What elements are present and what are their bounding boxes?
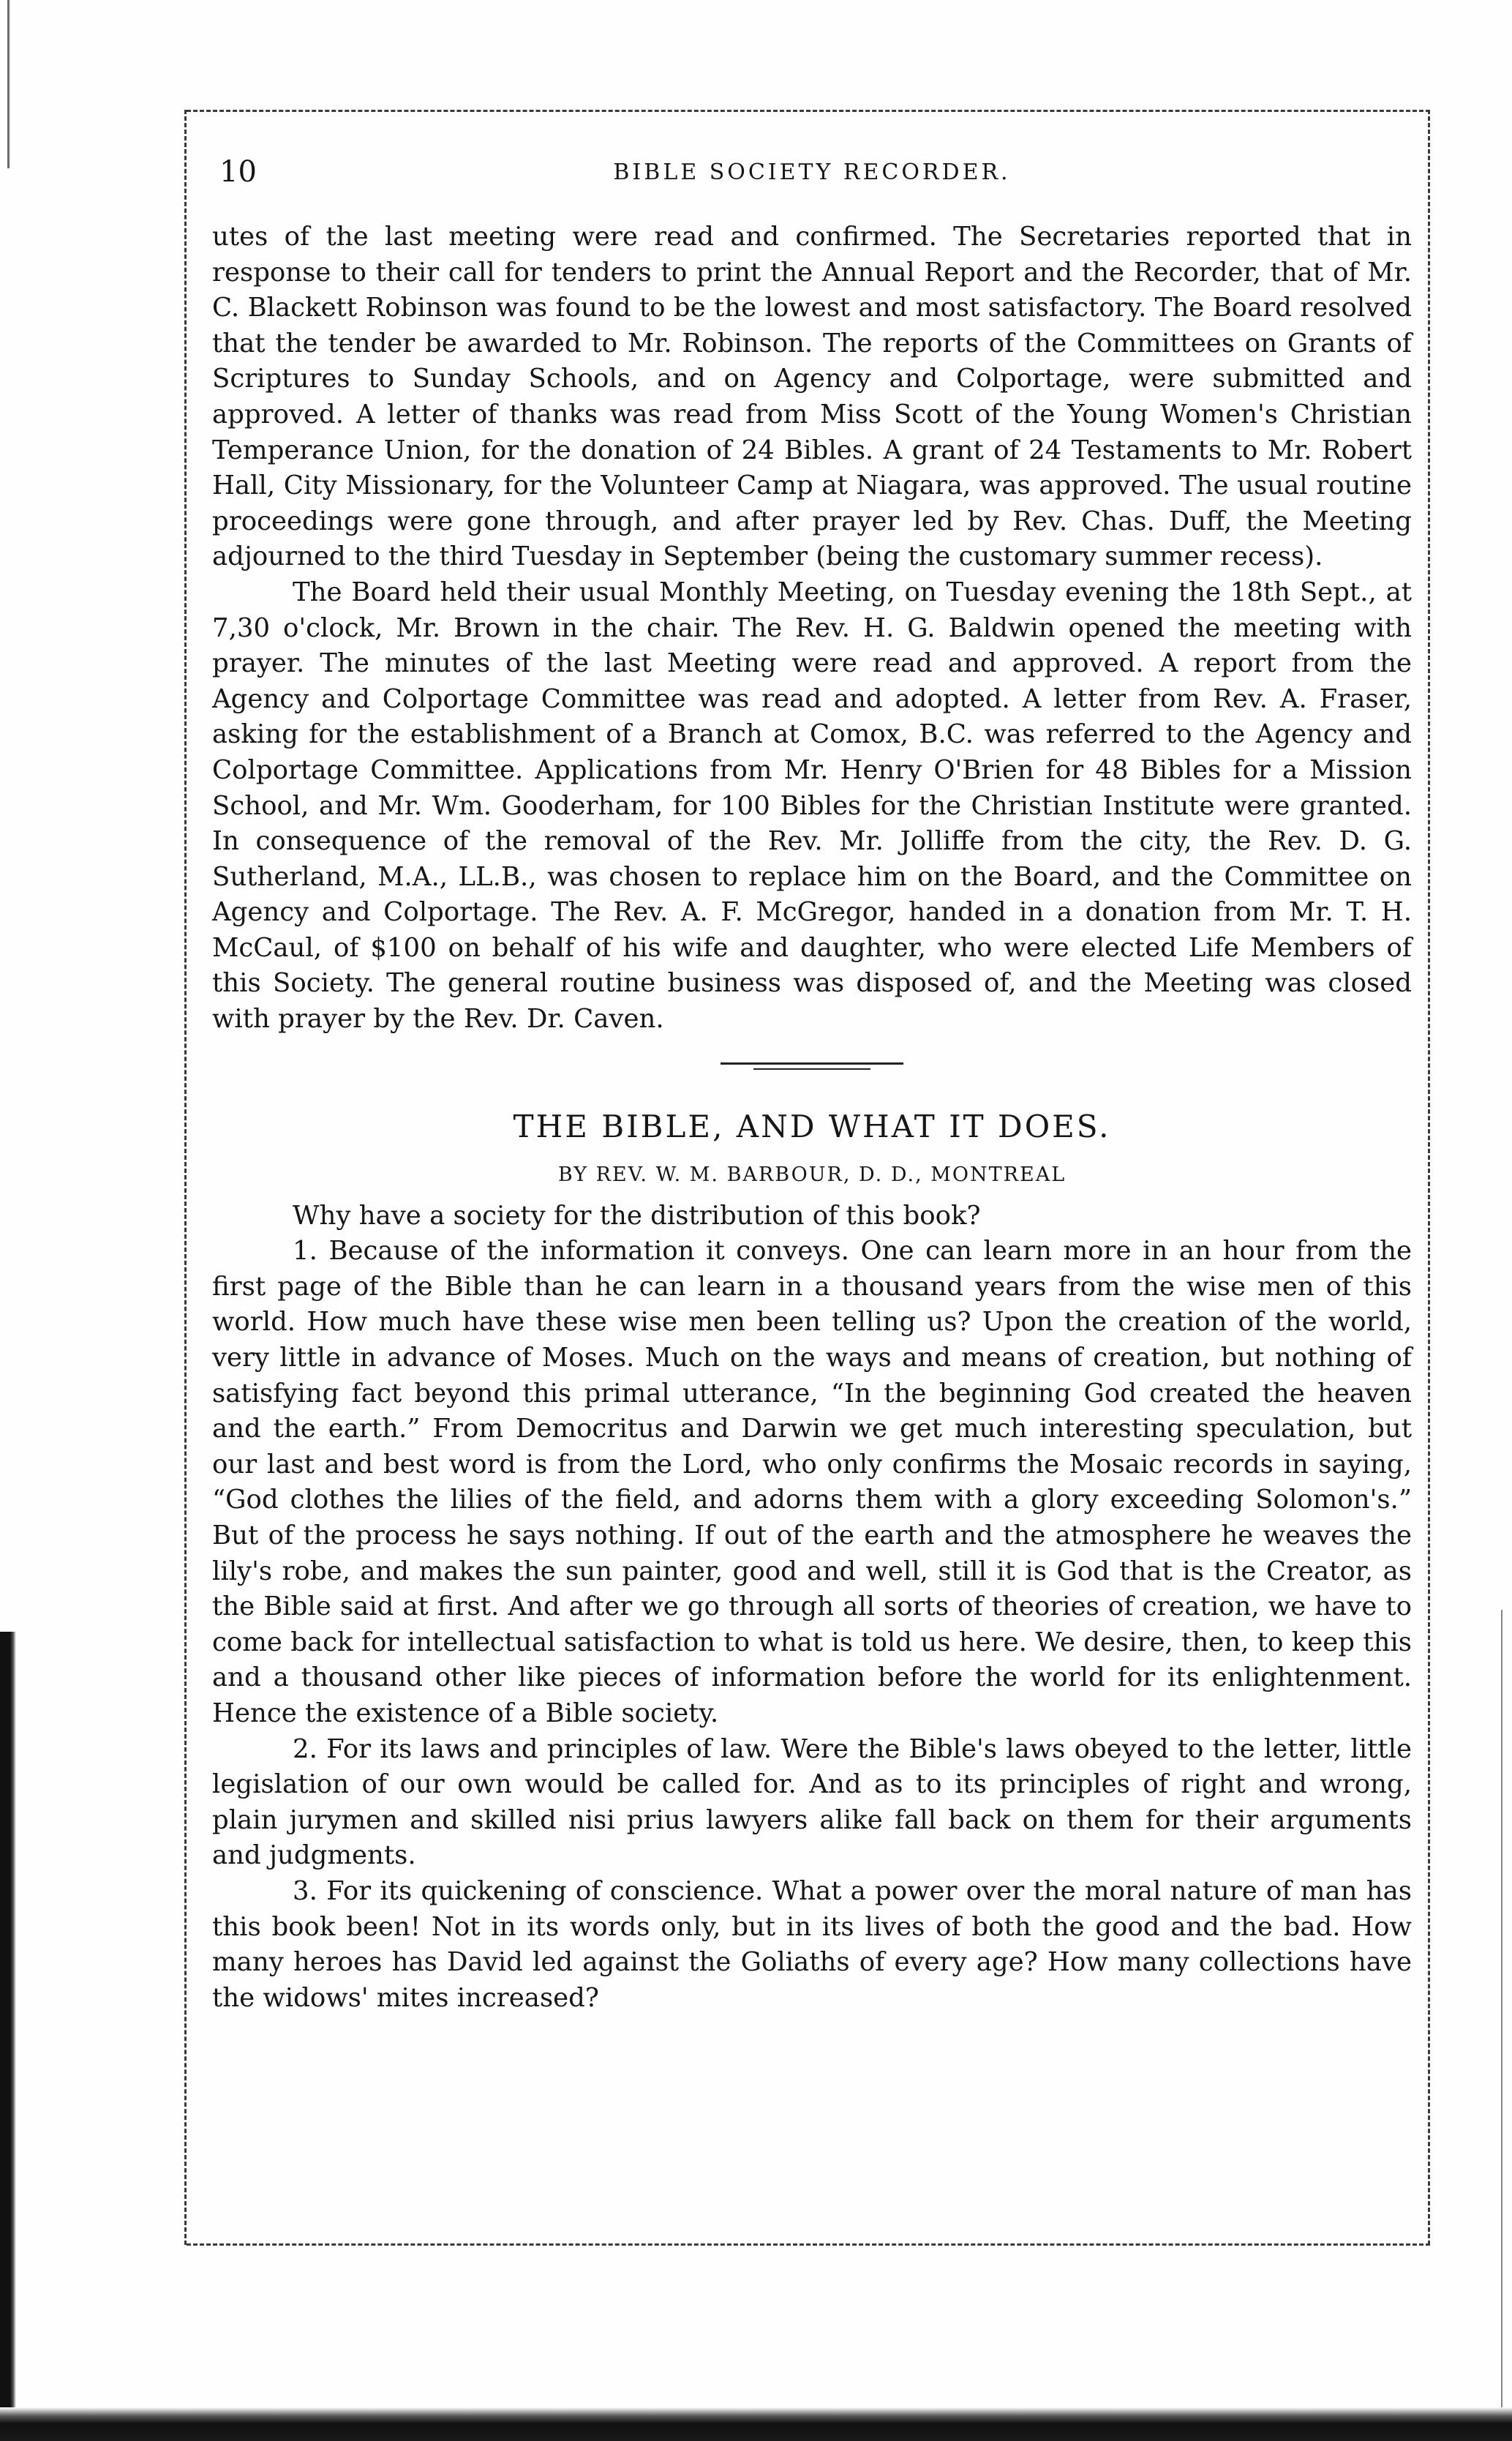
- frame-bottom-border: [187, 2243, 1430, 2246]
- frame-top-border: [187, 110, 1430, 112]
- minutes-paragraph-2: The Board held their usual Monthly Meeting, on Tuesday evening the 18th Sept., at 7,30 o'clock, Mr. Brown in the chair. The Rev. H. G. Baldwin opened the meeting with prayer. The minutes of the last Meeting were read and approved. A report from the Agency and Colportage Committee was read and adopted. A letter from Rev. A. Fraser, asking for the establishment of a Branch at Comox, B.C. was referred to the Agency and Colportage Committee. Applications from Mr. Henry O'Brien for 48 Bibles for a Mission School, and Mr. Wm. Gooderham, for 100 Bibles for the Christian Institute were granted. In consequence of the removal of the Rev. Mr. Jolliffe from the city, the Rev. D. G. Sutherland, M.A., LL.B., was chosen to replace him on the Board, and the Committee on Agency and Colportage. The Rev. A. F. McGregor, handed in a donation from Mr. T. H. McCaul, of $100 on behalf of his wife and daughter, who were elected Life Members of this Society. The general routine business was disposed of, and the Meeting was closed with prayer by the Rev. Dr. Caven.: [212, 577, 1412, 1035]
- article-point-1: 1. Because of the information it conveys. One can learn more in an hour from the first page of the Bible than he can learn in a thousand years from the wise men of this world. How much have these wise men been telling us? Upon the creation of the world, very little in advance of Moses. Much on the ways and means of creation, but nothing of satisfying fact beyond this primal utterance, “In the beginning God created the heaven and the earth.” From Democritus and Darwin we get much interesting speculation, but our last and best word is from the Lord, who only confirms the Mosaic records in saying, “God clothes the lilies of the field, and adorns them with a glory exceeding Solomon's.” But of the process he says nothing. If out of the earth and the atmosphere he weaves the lily's robe, and makes the sun painter, good and well, still it is God that is the Creator, as the Bible said at first. And after we go through all sorts of theories of creation, we have to come back for intellectual satisfaction to what is told us here. We desire, then, to keep this and a thousand other like pieces of information before the world for its enlightenment. Hence the existence of a Bible society.: [212, 1236, 1412, 1728]
- text-column: [212, 220, 1412, 2016]
- article-title: THE BIBLE, AND WHAT IT DOES.: [513, 1108, 1111, 1144]
- article-point-3: 3. For its quickening of conscience. What a power over the moral nature of man has this book been! Not in its words only, but in its lives of both the good and the bad. How many heroes has David led against the Goliaths of every age? How many collections have the widows' mites increased?: [212, 1875, 1412, 2013]
- scan-edge-left-top: [0, 0, 10, 168]
- scan-edge-bottom: [0, 2407, 1512, 2441]
- frame-left-border: [184, 110, 187, 2245]
- article-intro: Why have a society for the distribution of this book?: [293, 1200, 981, 1231]
- article-point-2: 2. For its laws and principles of law. Were the Bible's laws obeyed to the letter, little legislation of our own would be called for. And as to its principles of right and wrong, plain jurymen and skilled nisi prius lawyers alike fall back on them for their arguments and judgments.: [212, 1733, 1412, 1871]
- section-divider-rule-short: [753, 1068, 870, 1070]
- article-byline: BY REV. W. M. BARBOUR, D. D., MONTREAL: [557, 1163, 1067, 1186]
- minutes-paragraph-1: utes of the last meeting were read and confirmed. The Secretaries reported that in response to their call for tenders to print the Annual Report and the Recorder, that of Mr. C. Blackett Robinson was found to be the lowest and most satisfactory. The Board resolved that the tender be awarded to Mr. Robinson. The reports of the Committees on Grants of Scriptures to Sunday Schools, and on Agency and Colportage, were submitted and approved. A letter of thanks was read from Miss Scott of the Young Women's Christian Temperance Union, for the donation of 24 Bibles. A grant of 24 Testaments to Mr. Robert Hall, City Missionary, for the Volunteer Camp at Niagara, was approved. The usual routine proceedings were gone through, and after prayer led by Rev. Chas. Duff, the Meeting adjourned to the third Tuesday in September (being the customary summer recess).: [212, 222, 1412, 572]
- scan-edge-right: [1501, 1610, 1512, 2441]
- scan-edge-left-bottom: [0, 1632, 16, 2441]
- frame-right-border: [1428, 110, 1430, 2245]
- page-number: 10: [219, 155, 257, 189]
- page-header: [219, 154, 1404, 198]
- section-divider-rule: [721, 1062, 903, 1065]
- running-title: BIBLE SOCIETY RECORDER.: [613, 160, 1011, 185]
